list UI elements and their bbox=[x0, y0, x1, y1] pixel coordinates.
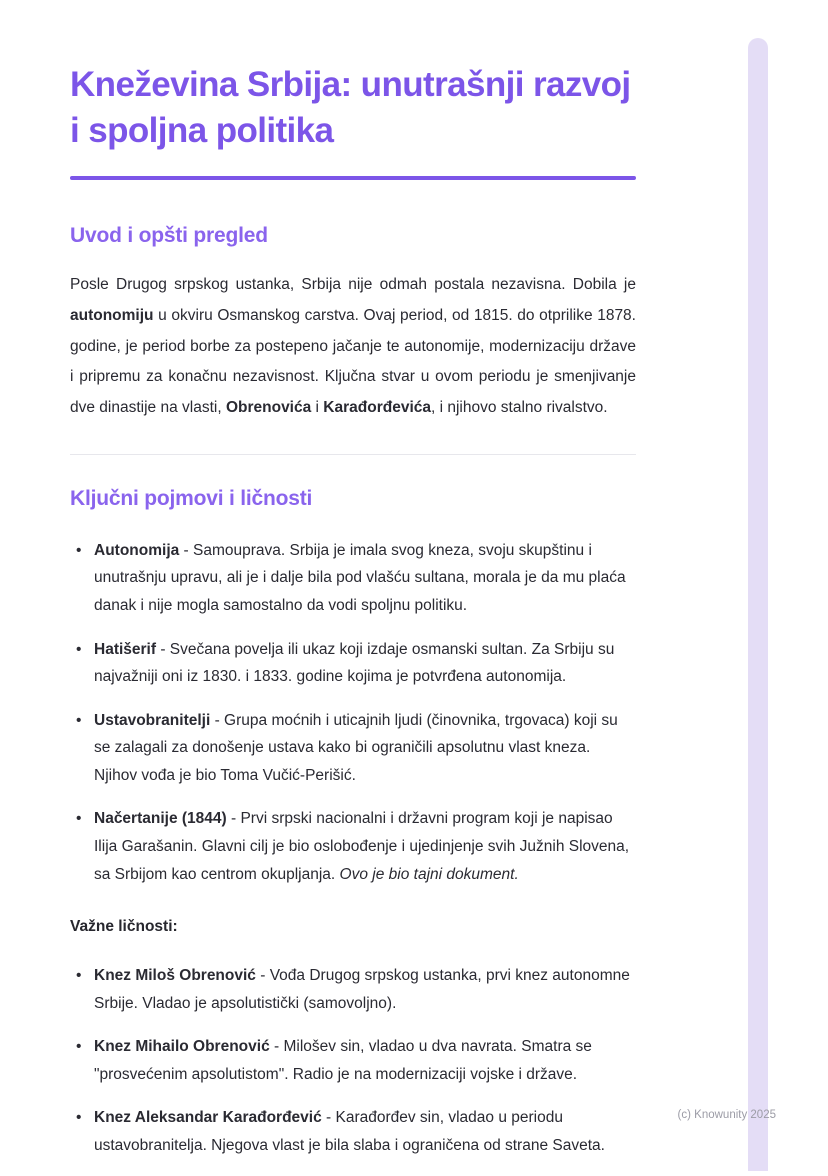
note-document bbox=[70, 62, 636, 1176]
list-item-knez-milos: • Knez Miloš Obrenović - Vođa Drugog srpskog ustanka, prvi knez autonomne Srbije. Vladao je apsolutistički (samovoljno). bbox=[70, 962, 636, 1017]
key-terms-list bbox=[70, 537, 636, 888]
list-item-knez-mihailo: • Knez Mihailo Obrenović - Milošev sin, vladao u dva navrata. Smatra se "prosvećenim apsolutistom". Radio je na modernizaciji vojske i države. bbox=[70, 1033, 636, 1088]
list-item-hatiserif: • Hatišerif - Svečana povelja ili ukaz koji izdaje osmanski sultan. Za Srbiju su najvažniji oni iz 1830. i 1833. godine kojima je potvrđena autonomija. bbox=[70, 636, 636, 691]
section-divider bbox=[70, 454, 636, 455]
scrollbar-track[interactable] bbox=[748, 38, 768, 1171]
section-intro bbox=[70, 224, 636, 423]
title-underline-rule bbox=[70, 176, 636, 180]
page-title: Kneževina Srbija: unutrašnji razvoj i spoljna politika bbox=[70, 65, 631, 151]
key-terms-section-heading: Ključni pojmovi i ličnosti bbox=[70, 486, 313, 510]
list-item-knez-aleksandar: • Knez Aleksandar Karađorđević - Karađorđev sin, vladao u periodu ustavobranitelja. Njegova vlast je bila slaba i ograničena od strane Saveta. bbox=[70, 1104, 636, 1159]
important-persons-list bbox=[70, 962, 636, 1159]
intro-section-heading: Uvod i opšti pregled bbox=[70, 224, 268, 248]
important-persons-subheading: Važne ličnosti: bbox=[70, 918, 178, 936]
list-item-autonomija: • Autonomija - Samouprava. Srbija je imala svog kneza, svoju skupštinu i unutrašnju upravu, ali je i dalje bila pod vlašću sultana, morala je da mu plaća danak i nije mogla samostalno da vodi spoljnu politiku. bbox=[70, 537, 636, 620]
copyright-notice: (c) Knowunity 2025 bbox=[677, 1109, 776, 1121]
section-key-terms bbox=[70, 487, 636, 1160]
list-item-nacertanije: • Načertanije (1844) - Prvi srpski nacionalni i državni program koji je napisao Ilija Garašanin. Glavni cilj je bio oslobođenje i ujedinjenje svih Južnih Slovena, sa Srbijom kao centrom okupljanja. Ovo je bio tajni dokument. bbox=[70, 805, 636, 888]
list-item-ustavobranitelji: • Ustavobranitelji - Grupa moćnih i uticajnih ljudi (činovnika, trgovaca) koji su se zalagali za donošenje ustava kako bi ograničili apsolutnu vlast kneza. Njihov vođa je bio Toma Vučić-Perišić. bbox=[70, 707, 636, 790]
intro-paragraph: Posle Drugog srpskog ustanka, Srbija nije odmah postala nezavisna. Dobila je autonomiju u okviru Osmanskog carstva. Ovaj period, od 1815. do otprilike 1878. godine, je period borbe za postepeno jačanje te autonomije, modernizaciju države i pripremu za konačnu nezavisnost. Ključna stvar u ovom periodu je smenjivanje dve dinastije na vlasti, Obrenovića i Karađorđevića, i njihovo stalno rivalstvo. bbox=[70, 276, 636, 417]
